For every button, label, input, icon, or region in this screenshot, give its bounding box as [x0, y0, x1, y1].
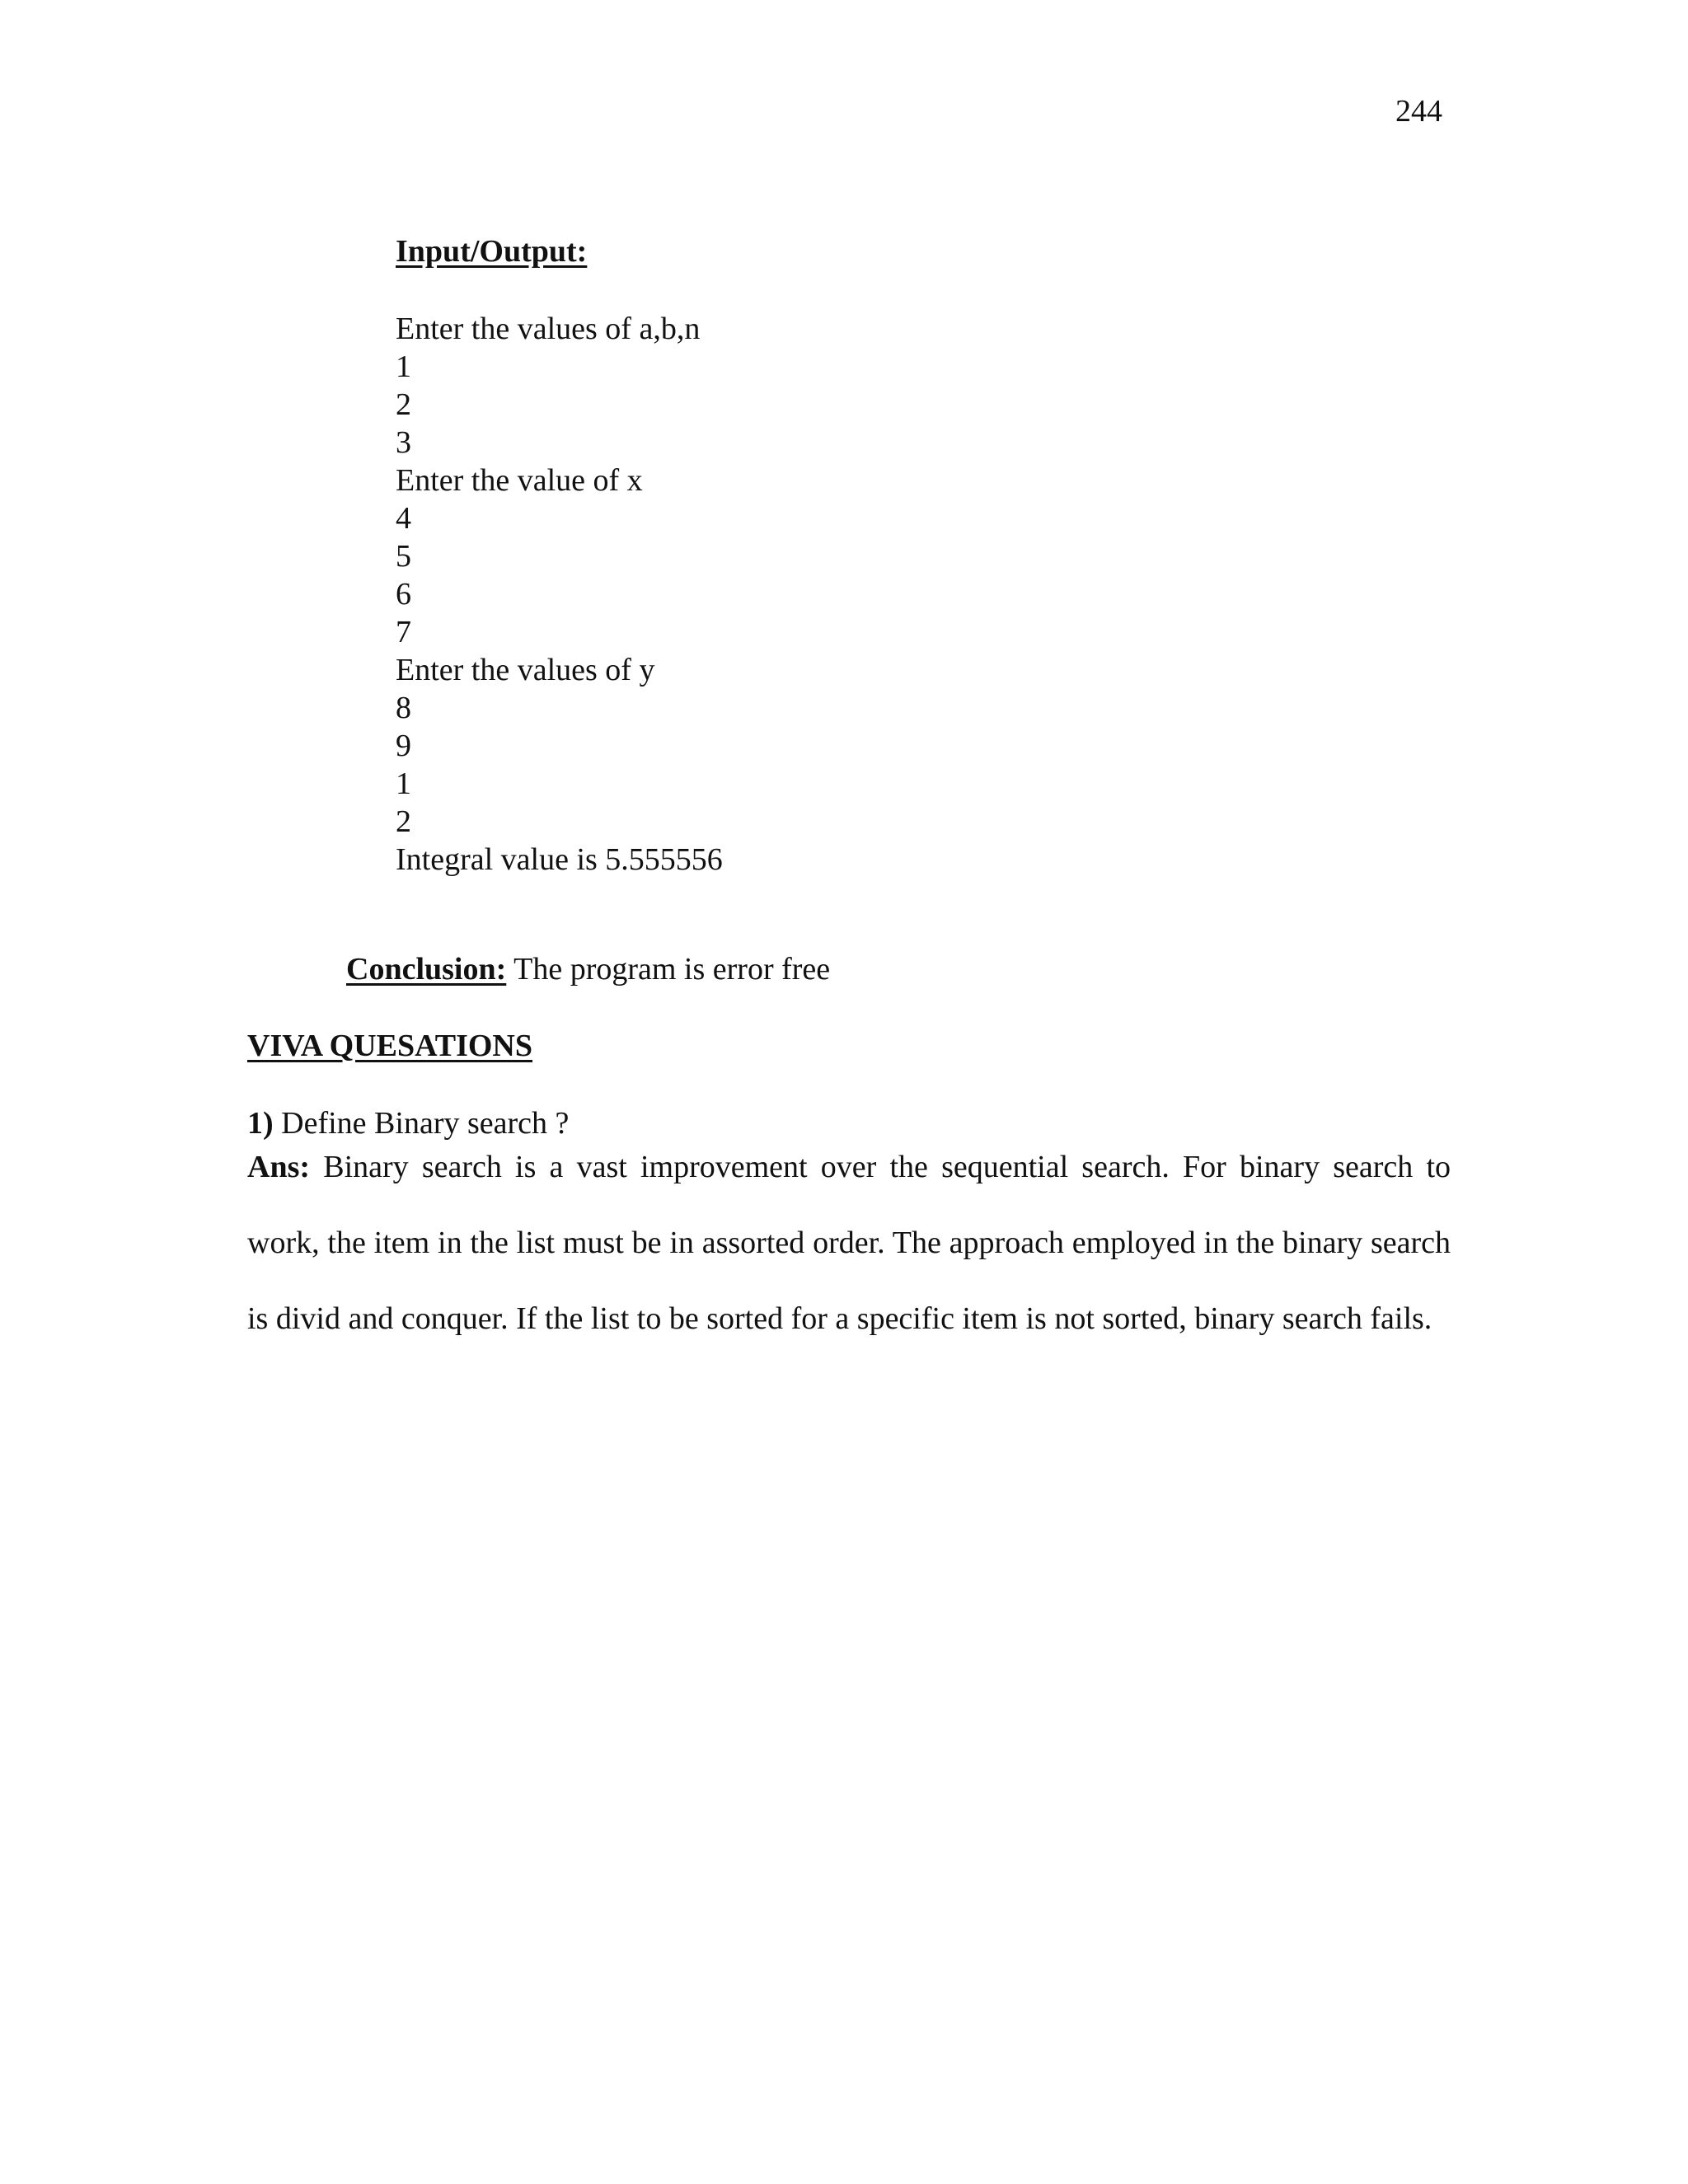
io-line: 5 [396, 539, 411, 574]
io-line: 8 [396, 691, 411, 725]
io-line: 1 [396, 349, 411, 384]
io-line: 6 [396, 577, 411, 612]
viva-answer [247, 1129, 1451, 1357]
page-number: 244 [1395, 94, 1442, 129]
io-line: 1 [396, 766, 411, 801]
viva-heading: VIVA QUESATIONS [247, 1029, 532, 1063]
io-line: 7 [396, 615, 411, 649]
io-line: 2 [396, 387, 411, 422]
io-line: Enter the values of y [396, 653, 655, 687]
answer-text: Binary search is a vast improvement over the sequential search. For binary search to work, the item in the list must be in assorted order. The approach employed in the binary search is divid and conquer. If the list to be sorted for a specific item is not sorted, binary search fails. [247, 1150, 1451, 1336]
io-line: Enter the value of x [396, 463, 643, 498]
io-lines-list [396, 310, 723, 879]
io-line: 3 [396, 425, 411, 460]
conclusion [346, 954, 830, 985]
io-line: Integral value is 5.555556 [396, 842, 723, 877]
answer-label: Ans: [247, 1150, 311, 1184]
conclusion-label: Conclusion: [346, 952, 507, 987]
conclusion-text: The program is error free [513, 952, 831, 987]
question-text: Define Binary search ? [281, 1106, 570, 1141]
question-number: 1) [247, 1106, 274, 1141]
io-line: 4 [396, 501, 411, 536]
io-heading: Input/Output: [396, 234, 588, 269]
io-line: 9 [396, 729, 411, 763]
io-line: 2 [396, 804, 411, 839]
io-line: Enter the values of a,b,n [396, 312, 701, 346]
